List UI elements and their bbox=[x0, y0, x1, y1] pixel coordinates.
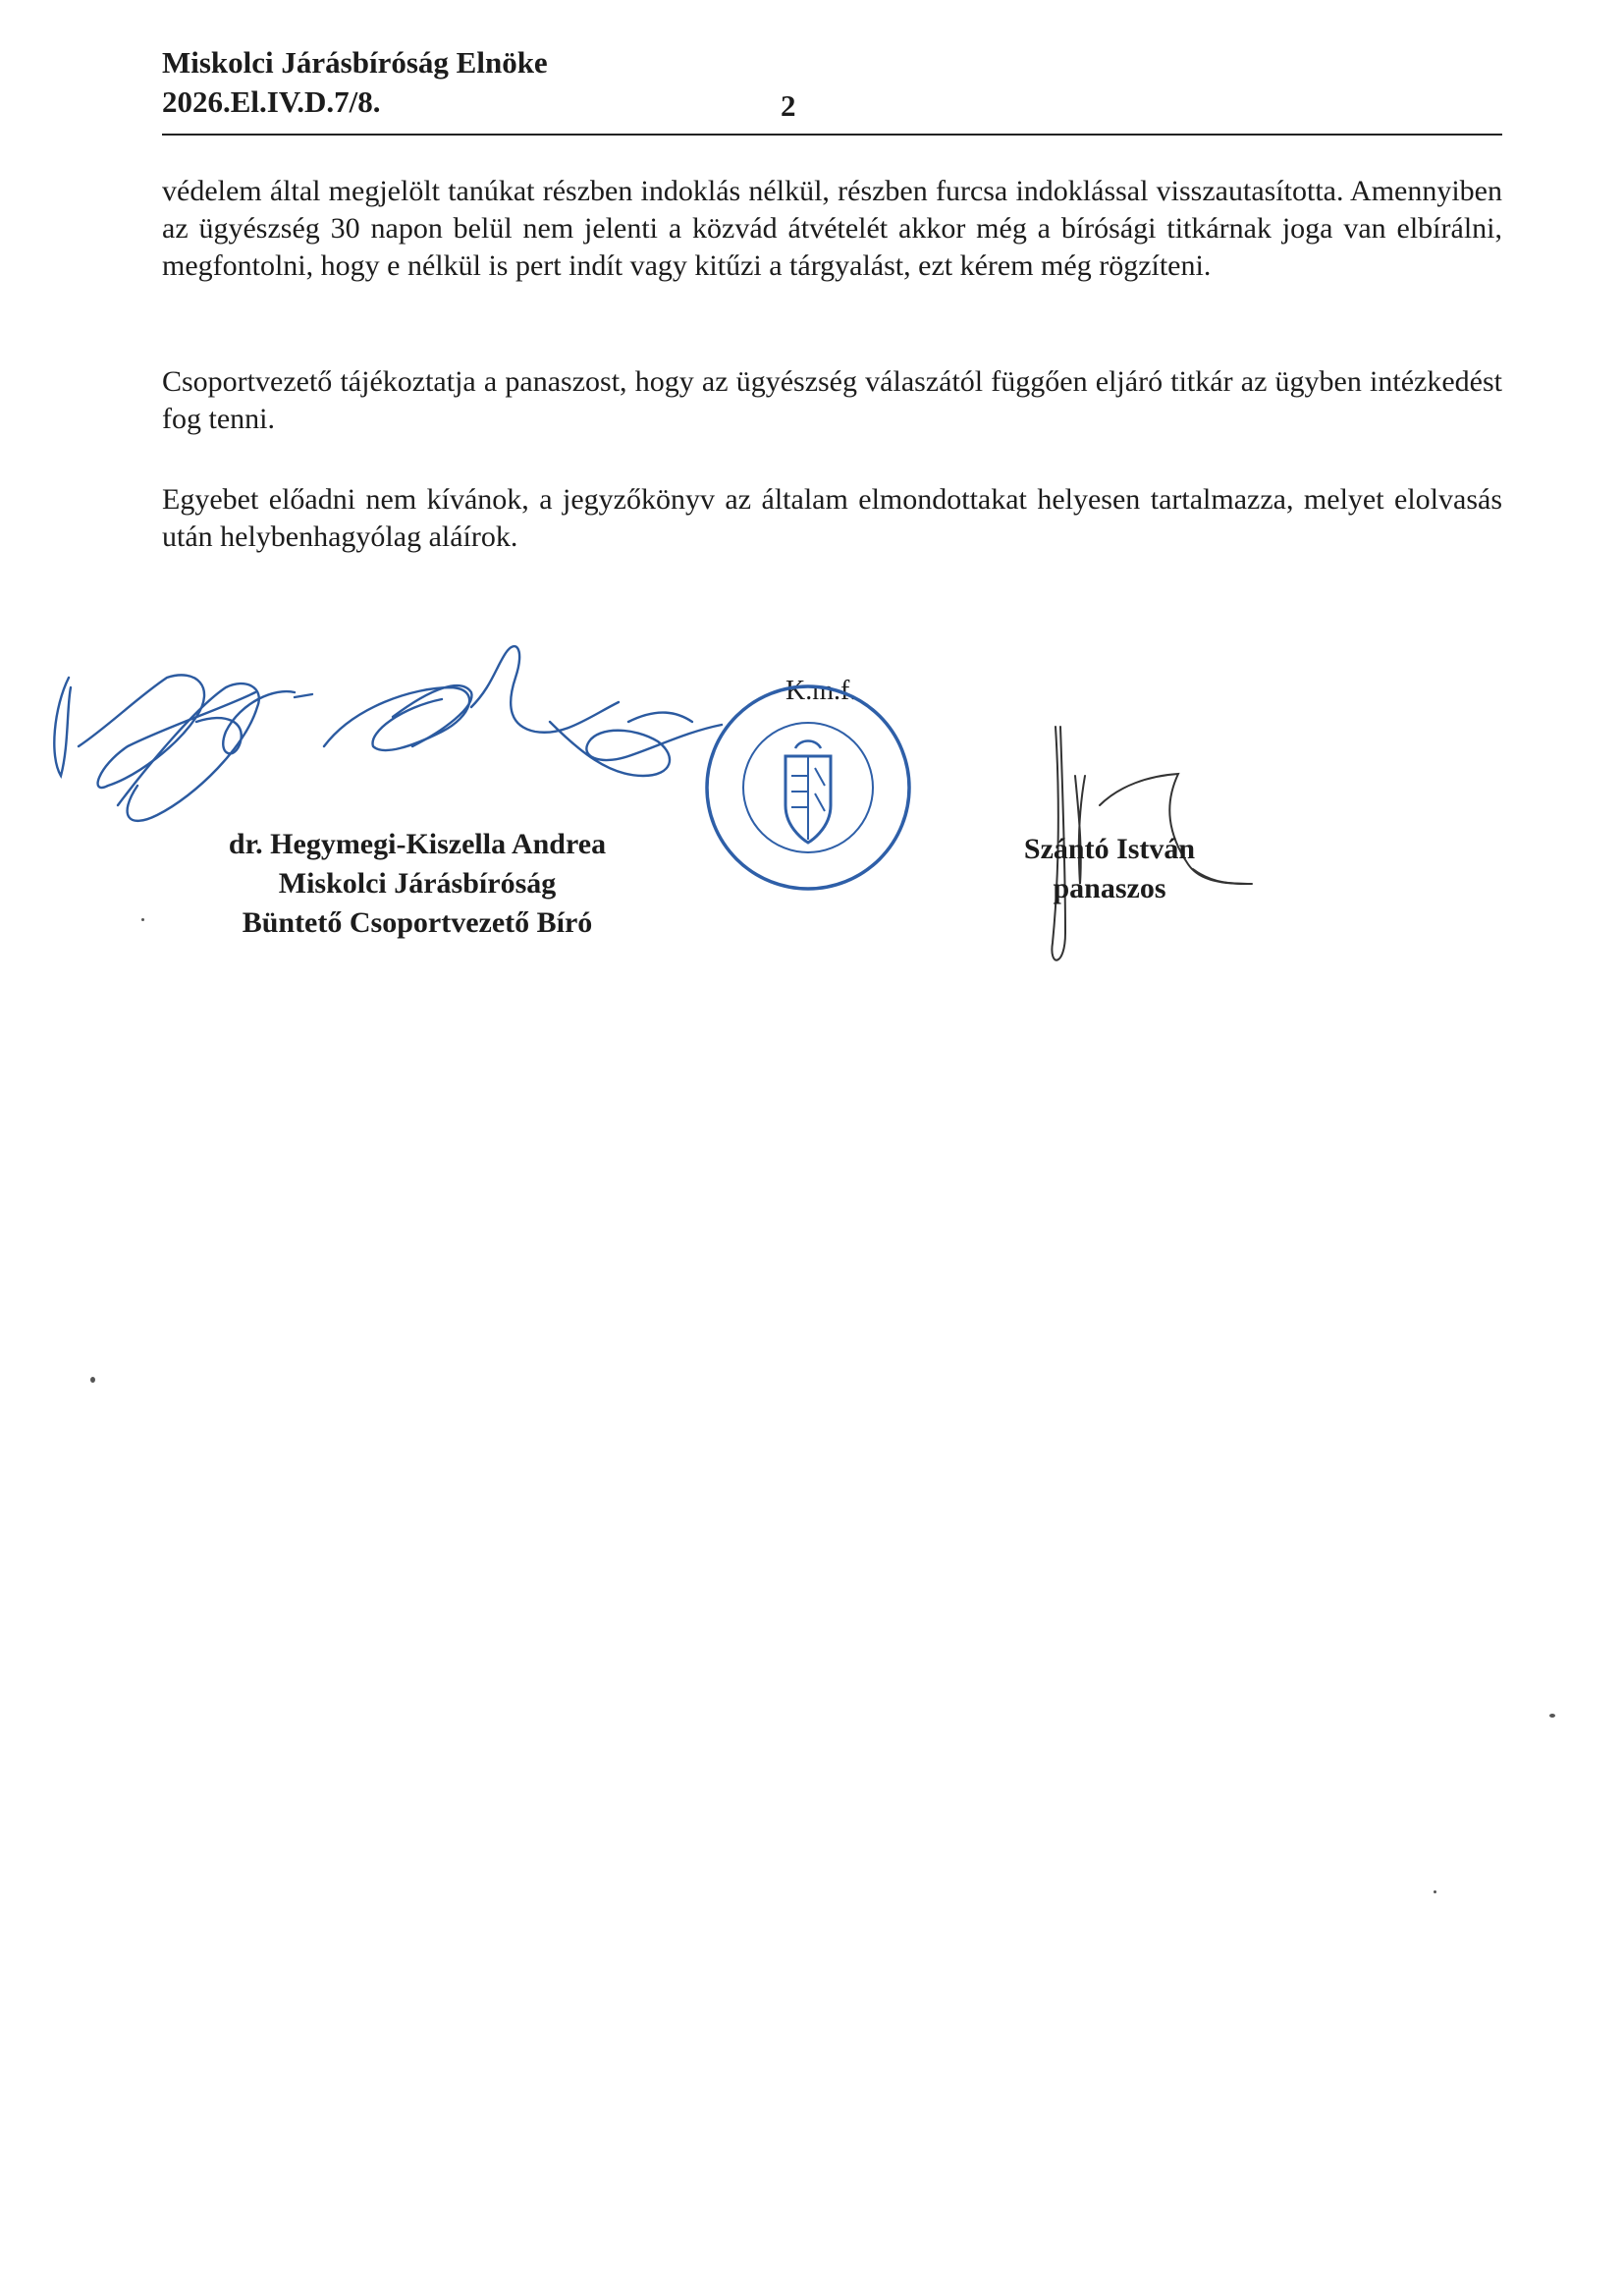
kmf-label: K.m.f. bbox=[785, 676, 857, 706]
body-paragraph-3: Egyebet előadni nem kívánok, a jegyzőkönyv az általam elmondottakat helyesen tartalmazza, melyet elolvasás után helybenhagyólag aláírok. bbox=[162, 483, 1502, 553]
body-paragraph-1: védelem által megjelölt tanúkat részben indoklás nélkül, részben furcsa indoklással visszautasította. Amennyiben az ügyészség 30 napon belül nem jelenti a közvád átvételét akkor még a bírósági titkárnak joga van elbírálni, megfontolni, hogy e nélkül is pert indít vagy kitűzi a tárgyalást, ezt kérem még rögzíteni. bbox=[162, 175, 1502, 282]
signature-left bbox=[54, 646, 722, 821]
signatory-right-role: panaszos bbox=[1053, 872, 1166, 904]
signatory-left-role: Büntető Csoportvezető Bíró bbox=[242, 906, 593, 939]
body-paragraph-2: Csoportvezető tájékoztatja a panaszost, hogy az ügyészség válaszától függően eljáró titkár az ügyben intézkedést fog tenni. bbox=[162, 365, 1502, 435]
scan-speck bbox=[90, 1377, 95, 1383]
document-header bbox=[162, 43, 548, 122]
court-name: Miskolci Járásbíróság Elnöke bbox=[162, 45, 548, 80]
header-divider bbox=[162, 134, 1502, 136]
scan-speck bbox=[141, 918, 144, 921]
signatory-left-name: dr. Hegymegi-Kiszella Andrea bbox=[228, 828, 607, 860]
signatory-right-name: Szántó István bbox=[1023, 833, 1196, 865]
scan-speck bbox=[1434, 1890, 1436, 1893]
signatory-left-institution: Miskolci Járásbíróság bbox=[278, 867, 557, 900]
signatory-left bbox=[187, 825, 648, 943]
case-number: 2026.El.IV.D.7/8. bbox=[162, 84, 381, 119]
scan-speck bbox=[1549, 1714, 1555, 1718]
page-number: 2 bbox=[781, 88, 796, 123]
official-stamp bbox=[707, 686, 909, 889]
signatory-right bbox=[982, 830, 1237, 908]
